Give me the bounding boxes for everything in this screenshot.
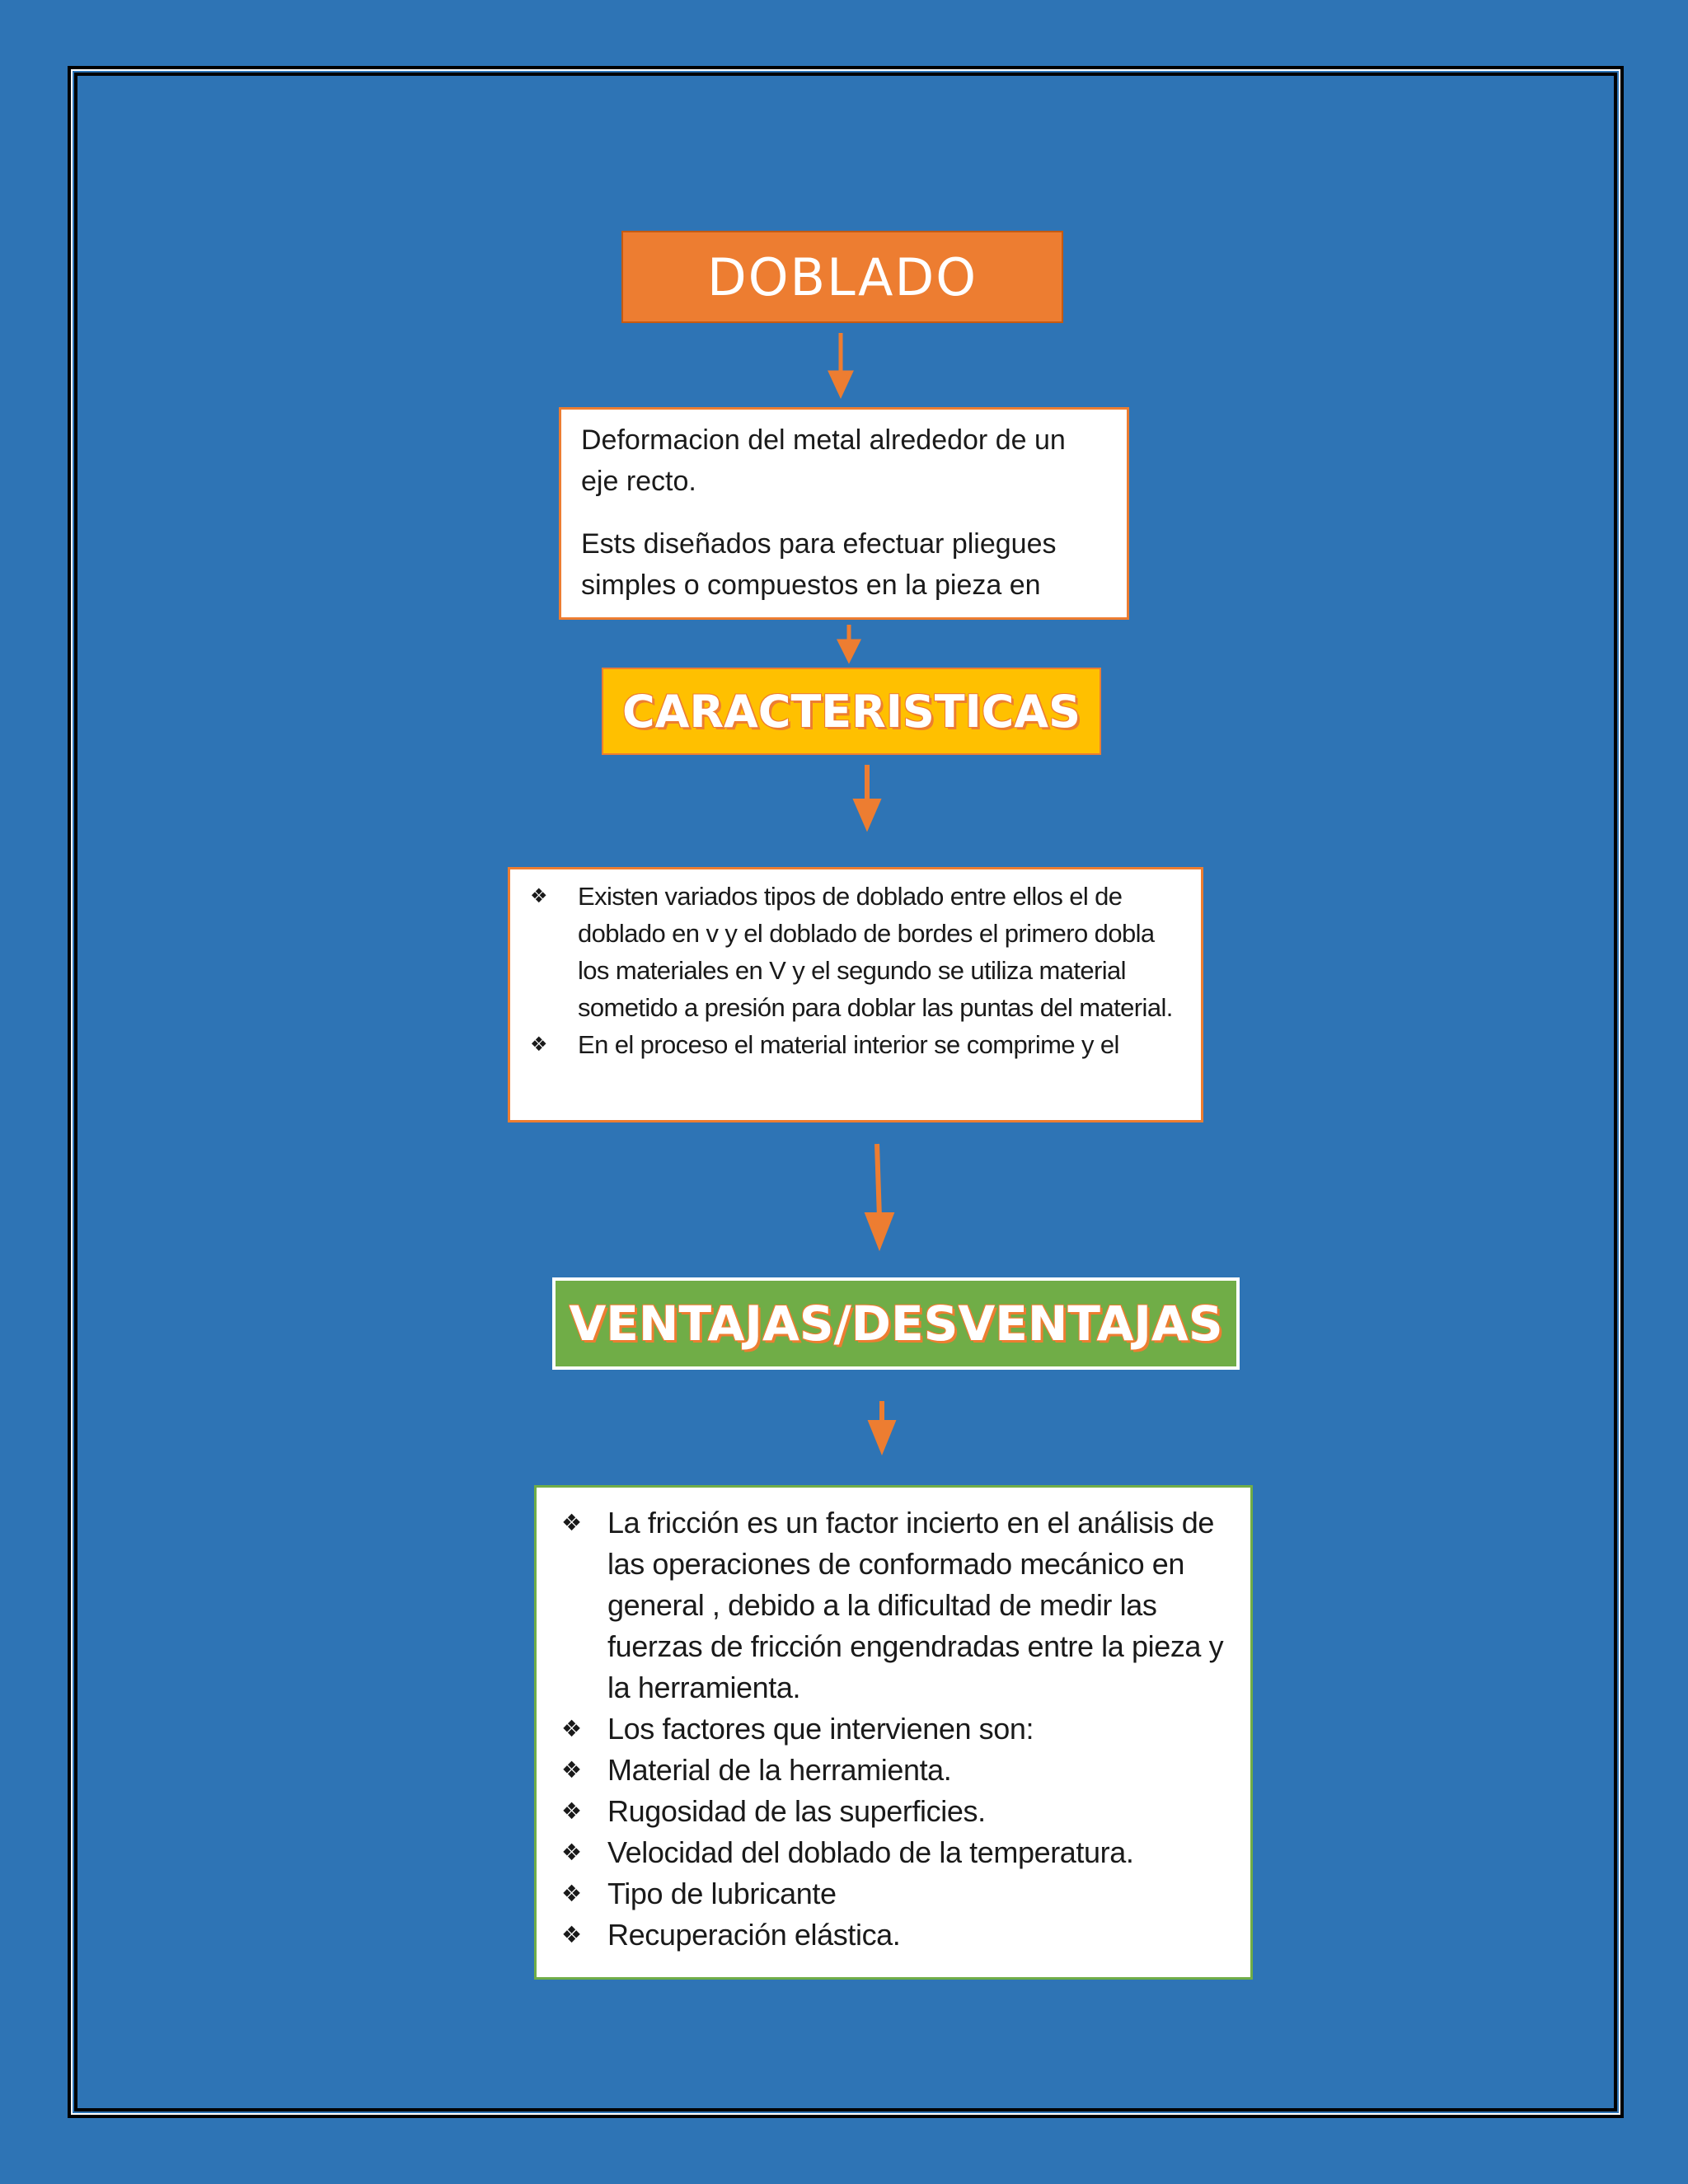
diamond-bullet-icon: ❖ xyxy=(561,1839,582,1866)
list-item-text: Rugosidad de las superficies. xyxy=(607,1794,986,1828)
title-doblado: DOBLADO xyxy=(621,231,1063,323)
list-item-text: Existen variados tipos de doblado entre ellos el de doblado en v y el doblado de bordes el primero dobla los materiales en V y el segundo se utiliza material sometido a presión para doblar las puntas del material. xyxy=(578,882,1173,1022)
diamond-bullet-icon: ❖ xyxy=(561,1880,582,1907)
title-caracteristicas: CARACTERISTICAS xyxy=(602,668,1101,755)
diamond-bullet-icon: ❖ xyxy=(530,1033,547,1056)
title-ventajas-desventajas: VENTAJAS/DESVENTAJAS xyxy=(552,1277,1240,1370)
list-item-text: Los factores que intervienen son: xyxy=(607,1712,1034,1746)
diamond-bullet-icon: ❖ xyxy=(561,1715,582,1742)
ventajas-box xyxy=(534,1485,1253,1980)
list-item xyxy=(561,1873,1234,1915)
list-item xyxy=(561,1502,1234,1708)
diamond-bullet-icon: ❖ xyxy=(561,1797,582,1825)
arrow-4 xyxy=(868,1144,891,1244)
definition-text-1: Deformacion del metal alrededor de un eje recto. xyxy=(581,424,1066,497)
arrow-5 xyxy=(871,1401,893,1449)
list-item-text: Recuperación elástica. xyxy=(607,1918,901,1952)
list-item-text: En el proceso el material interior se comprime y el xyxy=(578,1030,1119,1059)
list-item xyxy=(561,1832,1234,1873)
arrow-2 xyxy=(840,625,858,659)
list-item xyxy=(561,1791,1234,1832)
list-item-text: La fricción es un factor incierto en el análisis de las operaciones de conformado mecánico en general , debido a la dificultad de medir las fuerzas de fricción engendradas entre la pieza y la herramienta. xyxy=(607,1506,1224,1704)
list-item-text: Material de la herramienta. xyxy=(607,1753,952,1787)
list-item xyxy=(561,1750,1234,1791)
definition-text-2: Ests diseñados para efectuar pliegues simples o compuestos en la pieza en xyxy=(581,528,1057,601)
definition-box xyxy=(559,407,1129,620)
list-item-text: Tipo de lubricante xyxy=(607,1877,837,1910)
list-item xyxy=(530,878,1184,1026)
diamond-bullet-icon: ❖ xyxy=(561,1509,582,1536)
list-item xyxy=(561,1915,1234,1956)
arrow-1 xyxy=(831,333,851,394)
list-item-text: Velocidad del doblado de la temperatura. xyxy=(607,1835,1134,1869)
diamond-bullet-icon: ❖ xyxy=(561,1921,582,1948)
diamond-bullet-icon: ❖ xyxy=(530,884,547,907)
list-item xyxy=(530,1026,1184,1063)
diamond-bullet-icon: ❖ xyxy=(561,1756,582,1783)
caracteristicas-box xyxy=(508,867,1203,1122)
list-item xyxy=(561,1708,1234,1750)
arrow-3 xyxy=(856,765,878,826)
